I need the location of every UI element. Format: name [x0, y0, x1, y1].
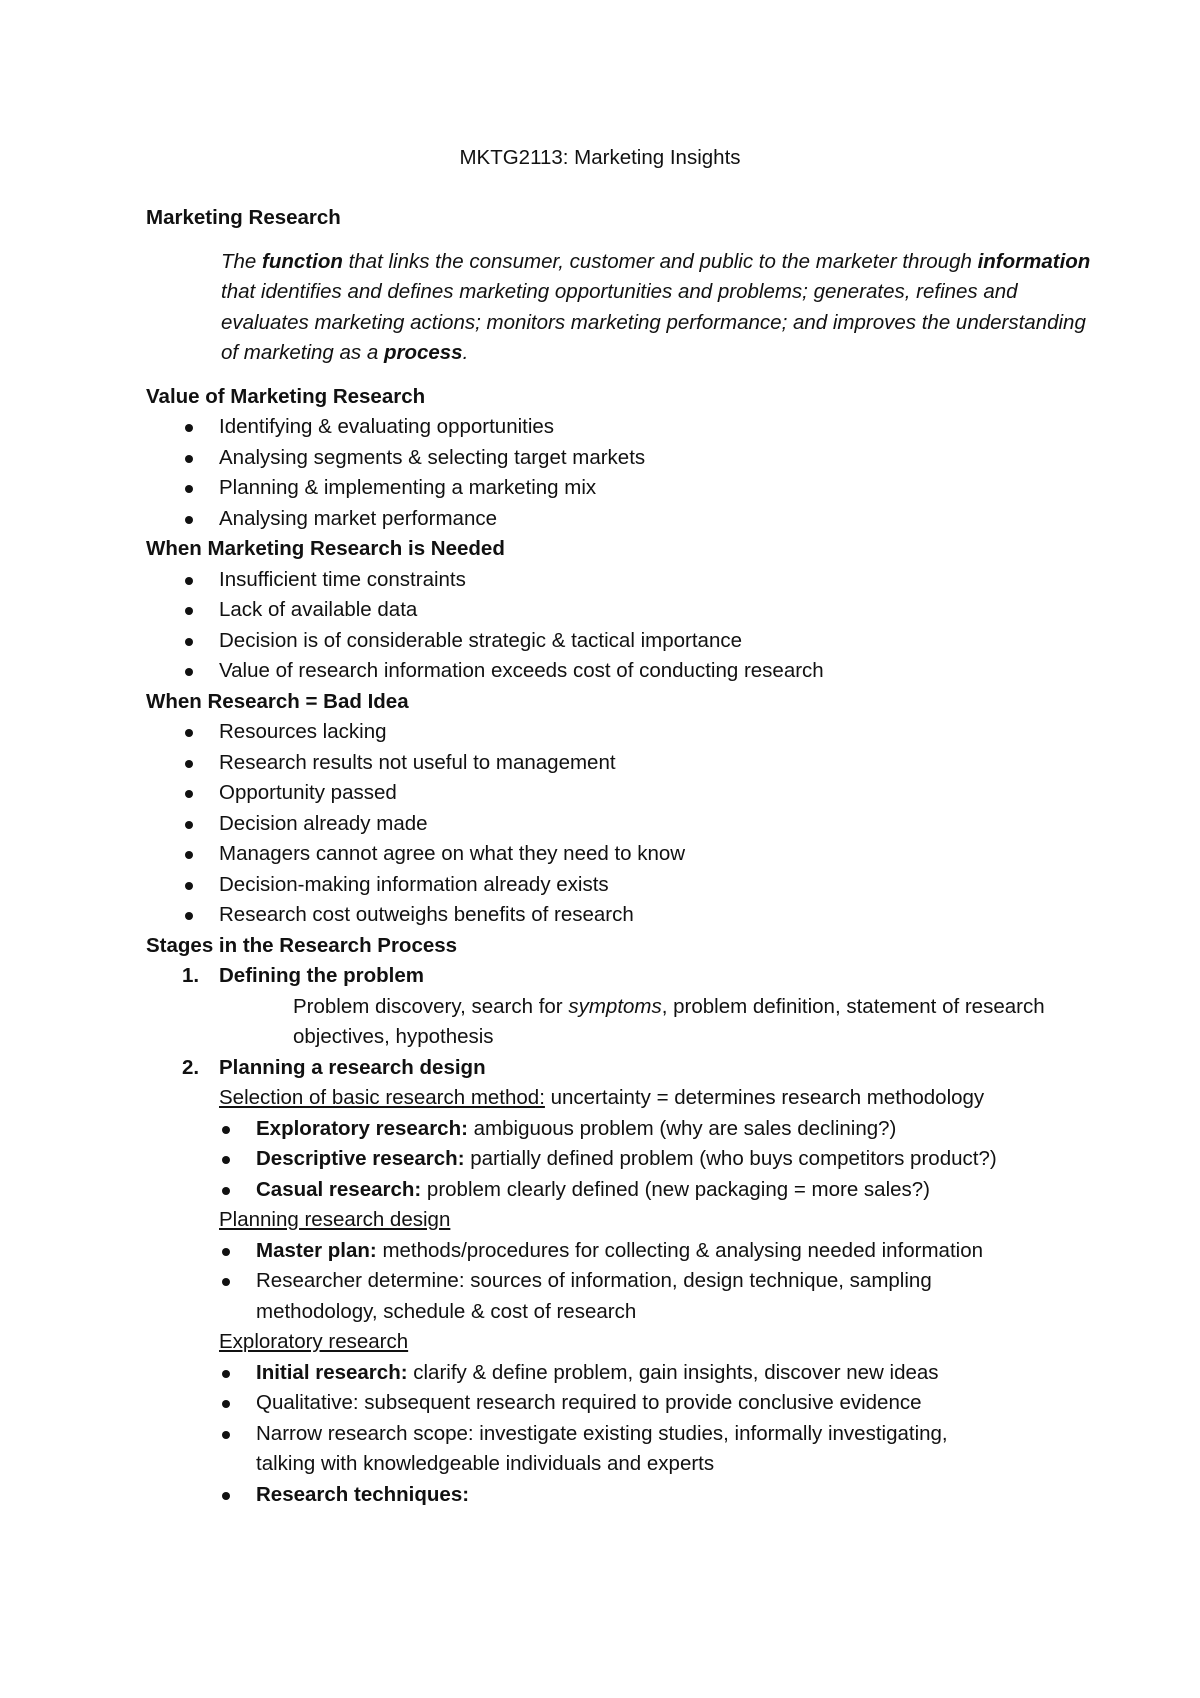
sub-heading: Exploratory research	[219, 1330, 409, 1353]
list-item	[256, 1175, 1146, 1206]
list-item-text: methods/procedures for collecting & analysing needed information	[376, 1238, 983, 1262]
list-item: Decision-making information already exists	[219, 870, 1146, 901]
definition-text: that identifies and defines marketing opportunities and problems; generates, refines and evaluates marketing actions; monitors marketing performance; and improves the understanding of marketing as a	[221, 280, 1086, 364]
list-item-term: Research techniques:	[256, 1482, 470, 1506]
stage-title: Planning a research design	[219, 1055, 486, 1079]
stage-number: 2.	[182, 1055, 200, 1079]
list-item	[256, 1114, 1146, 1145]
list-item-text: ambiguous problem (why are sales declining?)	[467, 1116, 897, 1140]
stages-heading: Stages in the Research Process	[146, 933, 458, 957]
list-item-text: partially defined problem (who buys competitors product?)	[464, 1147, 997, 1170]
list-item	[256, 1388, 1146, 1419]
list-item-term: Casual research:	[256, 1177, 422, 1201]
list-item: Lack of available data	[219, 595, 1146, 626]
list-item: Research results not useful to management	[219, 748, 1146, 779]
list-item	[256, 1419, 986, 1480]
list-item	[256, 1266, 976, 1327]
list-item: Analysing market performance	[219, 504, 1146, 535]
value-list	[146, 412, 1146, 534]
planning-list	[219, 1236, 1146, 1328]
stages-list	[146, 961, 1146, 1510]
list-item-term: Exploratory research:	[256, 1116, 468, 1140]
list-item: Value of research information exceeds cost of conducting research	[219, 656, 1146, 687]
method-list	[219, 1114, 1146, 1206]
list-item-text: clarify & define problem, gain insights, discover new ideas	[407, 1360, 939, 1384]
list-item-term: Descriptive research:	[256, 1147, 465, 1170]
list-item: Decision already made	[219, 809, 1146, 840]
sub-heading: Selection of basic research method:	[219, 1086, 545, 1109]
method-line	[219, 1083, 1146, 1114]
list-item	[256, 1236, 1146, 1267]
sub-heading: Planning research design	[219, 1208, 451, 1231]
list-item: Analysing segments & selecting target markets	[219, 443, 1146, 474]
list-item: Opportunity passed	[219, 778, 1146, 809]
list-item	[256, 1144, 1146, 1175]
bad-idea-list	[146, 717, 1146, 931]
list-item: Research cost outweighs benefits of research	[219, 900, 1146, 931]
document-content	[146, 203, 1146, 1510]
definition-text: that links the consumer, customer and public to the marketer through	[342, 249, 978, 273]
document-title: MKTG2113: Marketing Insights	[459, 146, 741, 169]
list-item	[256, 1358, 1146, 1389]
exploratory-list	[219, 1358, 1146, 1511]
list-item	[256, 1480, 1146, 1511]
definition-emphasis-function: function	[262, 249, 343, 273]
list-item-text: Qualitative: subsequent research required to provide conclusive evidence	[256, 1391, 922, 1414]
when-needed-heading: When Marketing Research is Needed	[146, 537, 505, 560]
list-item: Resources lacking	[219, 717, 1146, 748]
sub-heading-text: uncertainty = determines research methodology	[544, 1086, 985, 1109]
list-item: Planning & implementing a marketing mix	[219, 473, 1146, 504]
when-needed-list	[146, 565, 1146, 687]
stage-item	[182, 1053, 1146, 1511]
stage-description-text: Problem discovery, search for	[293, 994, 569, 1018]
list-item: Identifying & evaluating opportunities	[219, 412, 1146, 443]
definition-text: .	[462, 341, 469, 364]
list-item: Insufficient time constraints	[219, 565, 1146, 596]
stage-number: 1.	[182, 964, 200, 987]
list-item: Decision is of considerable strategic & tactical importance	[219, 626, 1146, 657]
list-item-term: Master plan:	[256, 1238, 377, 1262]
stage-item	[182, 961, 1146, 1053]
definition-text: The	[221, 249, 263, 273]
list-item-text: problem clearly defined (new packaging = more sales?)	[421, 1177, 931, 1201]
list-item-text: Researcher determine: sources of information, design technique, sampling methodology, schedule & cost of research	[256, 1269, 932, 1323]
definition-emphasis-process: process	[383, 341, 463, 364]
list-item: Managers cannot agree on what they need to know	[219, 839, 1146, 870]
stage-description-emphasis: symptoms	[568, 994, 662, 1018]
definition-emphasis-information: information	[977, 249, 1091, 273]
stage-title: Defining the problem	[219, 964, 424, 987]
stage-description-text: , problem definition, statement of research objectives, hypothesis	[293, 994, 1045, 1048]
bad-idea-heading: When Research = Bad Idea	[146, 689, 409, 713]
marketing-research-heading: Marketing Research	[146, 206, 341, 229]
value-heading: Value of Marketing Research	[146, 384, 426, 408]
marketing-research-definition	[221, 247, 1101, 369]
stage-description	[293, 992, 1053, 1053]
list-item-term: Initial research:	[256, 1360, 408, 1384]
list-item-text: Narrow research scope: investigate existing studies, informally investigating, talking with knowledgeable individuals and experts	[256, 1421, 948, 1475]
